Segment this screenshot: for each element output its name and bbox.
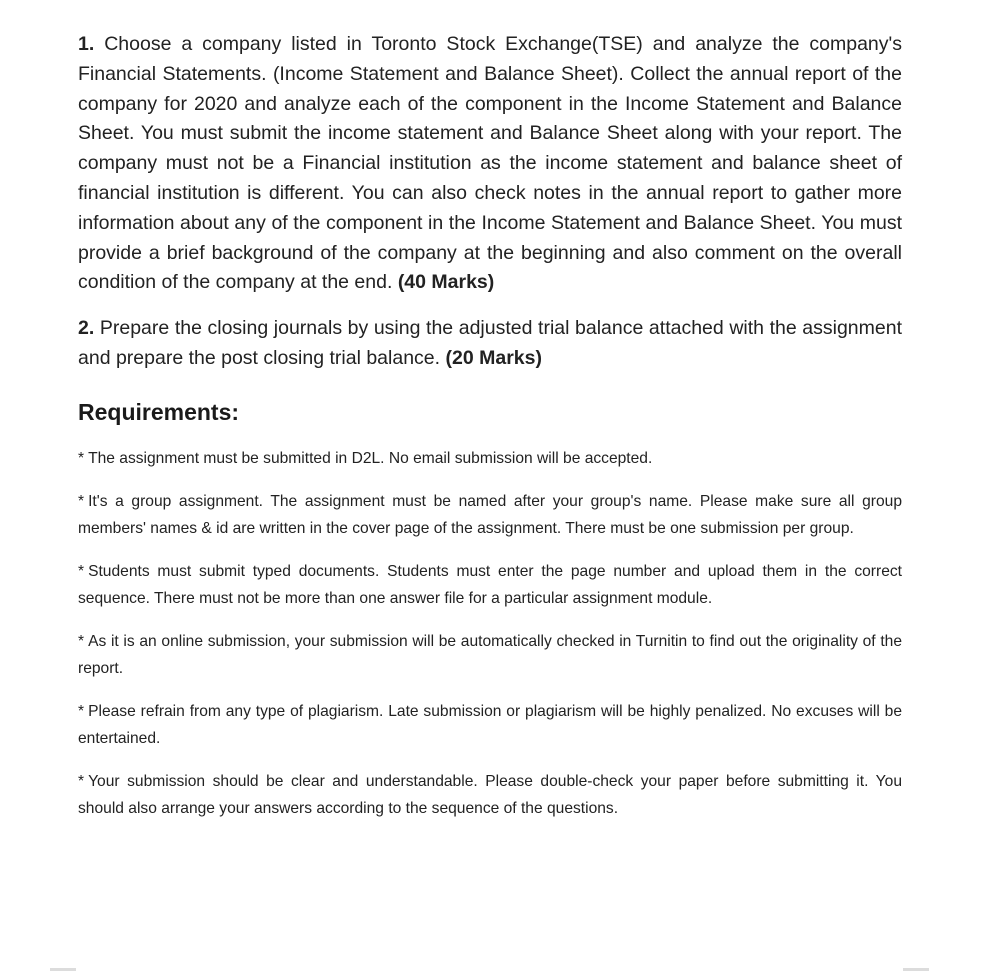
bullet-asterisk: *	[78, 563, 85, 581]
requirement-text: The assignment must be submitted in D2L. No email submission will be accepted.	[88, 449, 653, 467]
bullet-asterisk: *	[78, 493, 85, 511]
question-number: 1.	[78, 33, 95, 55]
requirement-text: Please refrain from any type of plagiarism. Late submission or plagiarism will be highly penalized. No excuses will be entertained.	[78, 703, 902, 747]
requirement-text: As it is an online submission, your submission will be automatically checked in Turnitin to find out the originality of the report.	[78, 633, 902, 677]
requirement-text: Students must submit typed documents. Students must enter the page number and upload them in the correct sequence. There must not be more than one answer file for a particular assignment module.	[78, 563, 902, 607]
question-number: 2.	[78, 317, 95, 340]
requirement-item	[78, 699, 902, 752]
question-2	[78, 314, 902, 374]
question-1	[78, 30, 902, 298]
requirement-item	[78, 769, 902, 822]
bullet-asterisk: *	[78, 703, 85, 721]
question-marks: (20 Marks)	[445, 346, 542, 369]
requirements-heading: Requirements:	[78, 398, 240, 425]
question-text: Choose a company listed in Toronto Stock Exchange(TSE) and analyze the company's Financial Statements. (Income Statement and Balance Sheet). Collect the annual report of the company for 2020 and analyze each of the component in the Income Statement and Balance Sheet. You must submit the income statement and Balance Sheet along with your report. The company must not be a Financial institution as the income statement and balance sheet of financial institution is different. You can also check notes in the annual report to gather more information about any of the component in the Income Statement and Balance Sheet. You must provide a brief background of the company at the beginning and also comment on the overall condition of the company at the end.	[78, 33, 903, 294]
bullet-asterisk: *	[78, 633, 85, 651]
bullet-asterisk: *	[78, 773, 85, 791]
requirement-text: It's a group assignment. The assignment must be named after your group's name. Please make sure all group members' names & id are written in the cover page of the assignment. There must be one submission per group.	[78, 493, 902, 537]
question-marks: (40 Marks)	[397, 271, 495, 294]
document-page	[78, 30, 902, 839]
requirement-item	[78, 629, 902, 682]
bullet-asterisk: *	[78, 449, 85, 467]
question-text: Prepare the closing journals by using the adjusted trial balance attached with the assignment and prepare the post closing trial balance.	[78, 317, 902, 369]
requirement-item	[78, 489, 902, 542]
requirement-item	[78, 446, 902, 473]
requirement-item	[78, 559, 902, 612]
requirement-text: Your submission should be clear and understandable. Please double-check your paper before submitting it. You should also arrange your answers according to the sequence of the questions.	[78, 773, 902, 817]
